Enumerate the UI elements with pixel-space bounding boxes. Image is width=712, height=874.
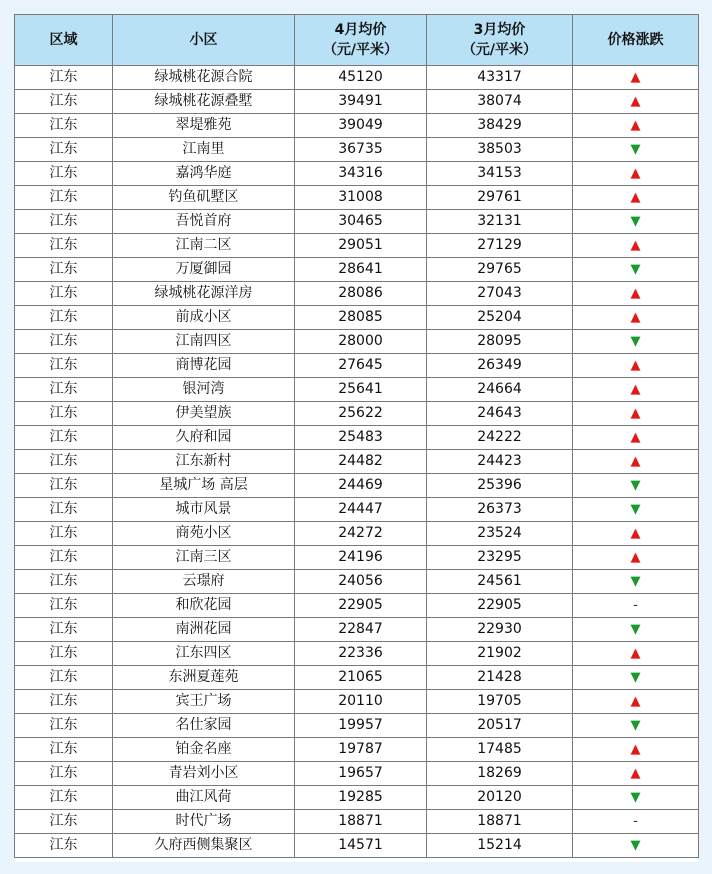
down-arrow-icon: ▼ [630, 502, 641, 517]
community-name-cell: 名仕家园 [113, 714, 295, 738]
table-row [15, 522, 699, 546]
region-cell: 江东 [15, 786, 113, 810]
april-price-cell: 24447 [295, 498, 427, 522]
header-april-price-title: 4月均价 [334, 22, 387, 38]
down-arrow-icon: ▼ [630, 478, 641, 493]
table-row [15, 354, 699, 378]
down-arrow-icon: ▼ [630, 790, 641, 805]
region-cell: 江东 [15, 138, 113, 162]
header-march-price-unit: （元/平米） [461, 42, 538, 58]
april-price-cell: 39491 [295, 90, 427, 114]
price-change-cell [573, 402, 699, 426]
region-cell: 江东 [15, 210, 113, 234]
april-price-cell: 19285 [295, 786, 427, 810]
price-change-cell [573, 354, 699, 378]
header-community: 小区 [113, 15, 295, 66]
community-name-cell: 绿城桃花源合院 [113, 66, 295, 90]
march-price-cell: 27129 [427, 234, 573, 258]
region-cell: 江东 [15, 162, 113, 186]
community-name-cell: 江南二区 [113, 234, 295, 258]
community-name-cell: 和欣花园 [113, 594, 295, 618]
up-arrow-icon: ▲ [630, 694, 641, 709]
april-price-cell: 28086 [295, 282, 427, 306]
price-change-cell [573, 690, 699, 714]
april-price-cell: 25483 [295, 426, 427, 450]
up-arrow-icon: ▲ [630, 118, 641, 133]
community-name-cell: 翠堤雅苑 [113, 114, 295, 138]
community-name-cell: 商苑小区 [113, 522, 295, 546]
price-change-cell [573, 330, 699, 354]
community-name-cell: 江南三区 [113, 546, 295, 570]
price-change-cell [573, 498, 699, 522]
region-cell: 江东 [15, 666, 113, 690]
table-row [15, 762, 699, 786]
april-price-cell: 25622 [295, 402, 427, 426]
table-row [15, 66, 699, 90]
price-change-cell [573, 666, 699, 690]
table-row [15, 258, 699, 282]
header-march-price [427, 15, 573, 66]
region-cell: 江东 [15, 258, 113, 282]
price-change-cell [573, 210, 699, 234]
down-arrow-icon: ▼ [630, 574, 641, 589]
table-row [15, 426, 699, 450]
community-name-cell: 东洲夏莲苑 [113, 666, 295, 690]
community-name-cell: 商博花园 [113, 354, 295, 378]
down-arrow-icon: ▼ [630, 142, 641, 157]
region-cell: 江东 [15, 810, 113, 834]
april-price-cell: 24196 [295, 546, 427, 570]
no-change-dash-icon: - [633, 598, 638, 613]
price-change-cell [573, 570, 699, 594]
region-cell: 江东 [15, 114, 113, 138]
region-cell: 江东 [15, 642, 113, 666]
april-price-cell: 27645 [295, 354, 427, 378]
march-price-cell: 24423 [427, 450, 573, 474]
header-april-price-unit: （元/平米） [322, 42, 399, 58]
header-price-change: 价格涨跌 [573, 15, 699, 66]
up-arrow-icon: ▲ [630, 286, 641, 301]
march-price-cell: 15214 [427, 834, 573, 858]
price-change-cell [573, 834, 699, 858]
region-cell: 江东 [15, 354, 113, 378]
march-price-cell: 27043 [427, 282, 573, 306]
down-arrow-icon: ▼ [630, 718, 641, 733]
region-cell: 江东 [15, 450, 113, 474]
header-march-price-title: 3月均价 [473, 22, 526, 38]
april-price-cell: 28641 [295, 258, 427, 282]
april-price-cell: 24482 [295, 450, 427, 474]
march-price-cell: 20120 [427, 786, 573, 810]
table-row [15, 186, 699, 210]
region-cell: 江东 [15, 498, 113, 522]
up-arrow-icon: ▲ [630, 766, 641, 781]
price-change-cell [573, 162, 699, 186]
march-price-cell: 18269 [427, 762, 573, 786]
march-price-cell: 23524 [427, 522, 573, 546]
up-arrow-icon: ▲ [630, 430, 641, 445]
table-row [15, 738, 699, 762]
april-price-cell: 22847 [295, 618, 427, 642]
price-change-cell [573, 282, 699, 306]
down-arrow-icon: ▼ [630, 262, 641, 277]
april-price-cell: 20110 [295, 690, 427, 714]
down-arrow-icon: ▼ [630, 838, 641, 853]
up-arrow-icon: ▲ [630, 406, 641, 421]
march-price-cell: 32131 [427, 210, 573, 234]
price-change-cell [573, 594, 699, 618]
region-cell: 江东 [15, 426, 113, 450]
april-price-cell: 19657 [295, 762, 427, 786]
community-name-cell: 青岩刘小区 [113, 762, 295, 786]
up-arrow-icon: ▲ [630, 742, 641, 757]
community-name-cell: 嘉鸿华庭 [113, 162, 295, 186]
table-row [15, 378, 699, 402]
up-arrow-icon: ▲ [630, 190, 641, 205]
region-cell: 江东 [15, 762, 113, 786]
price-change-cell [573, 762, 699, 786]
price-change-cell [573, 450, 699, 474]
region-cell: 江东 [15, 738, 113, 762]
community-name-cell: 江南四区 [113, 330, 295, 354]
community-name-cell: 前成小区 [113, 306, 295, 330]
community-name-cell: 铂金名座 [113, 738, 295, 762]
community-name-cell: 宾王广场 [113, 690, 295, 714]
april-price-cell: 24272 [295, 522, 427, 546]
down-arrow-icon: ▼ [630, 334, 641, 349]
table-row [15, 714, 699, 738]
april-price-cell: 21065 [295, 666, 427, 690]
table-row [15, 786, 699, 810]
march-price-cell: 24561 [427, 570, 573, 594]
table-row [15, 594, 699, 618]
up-arrow-icon: ▲ [630, 646, 641, 661]
table-row [15, 330, 699, 354]
april-price-cell: 24469 [295, 474, 427, 498]
march-price-cell: 17485 [427, 738, 573, 762]
table-row [15, 138, 699, 162]
march-price-cell: 22905 [427, 594, 573, 618]
up-arrow-icon: ▲ [630, 310, 641, 325]
table-row [15, 570, 699, 594]
community-name-cell: 钓鱼矶墅区 [113, 186, 295, 210]
community-name-cell: 曲江风荷 [113, 786, 295, 810]
march-price-cell: 28095 [427, 330, 573, 354]
region-cell: 江东 [15, 282, 113, 306]
march-price-cell: 24222 [427, 426, 573, 450]
march-price-cell: 29765 [427, 258, 573, 282]
region-cell: 江东 [15, 306, 113, 330]
table-row [15, 282, 699, 306]
march-price-cell: 26373 [427, 498, 573, 522]
table-row [15, 114, 699, 138]
region-cell: 江东 [15, 690, 113, 714]
table-row [15, 546, 699, 570]
region-cell: 江东 [15, 186, 113, 210]
price-change-cell [573, 522, 699, 546]
table-row [15, 450, 699, 474]
region-cell: 江东 [15, 474, 113, 498]
community-name-cell: 江东新村 [113, 450, 295, 474]
up-arrow-icon: ▲ [630, 70, 641, 85]
march-price-cell: 25396 [427, 474, 573, 498]
table-row [15, 210, 699, 234]
price-change-cell [573, 618, 699, 642]
region-cell: 江东 [15, 714, 113, 738]
down-arrow-icon: ▼ [630, 214, 641, 229]
up-arrow-icon: ▲ [630, 238, 641, 253]
region-cell: 江东 [15, 90, 113, 114]
april-price-cell: 25641 [295, 378, 427, 402]
price-change-cell [573, 738, 699, 762]
price-change-cell [573, 642, 699, 666]
community-name-cell: 江南里 [113, 138, 295, 162]
table-row [15, 306, 699, 330]
down-arrow-icon: ▼ [630, 670, 641, 685]
region-cell: 江东 [15, 234, 113, 258]
price-change-cell [573, 786, 699, 810]
price-change-cell [573, 378, 699, 402]
region-cell: 江东 [15, 378, 113, 402]
march-price-cell: 38074 [427, 90, 573, 114]
april-price-cell: 18871 [295, 810, 427, 834]
march-price-cell: 38503 [427, 138, 573, 162]
march-price-cell: 18871 [427, 810, 573, 834]
region-cell: 江东 [15, 546, 113, 570]
region-cell: 江东 [15, 570, 113, 594]
up-arrow-icon: ▲ [630, 550, 641, 565]
community-name-cell: 时代广场 [113, 810, 295, 834]
march-price-cell: 24643 [427, 402, 573, 426]
april-price-cell: 14571 [295, 834, 427, 858]
price-change-cell [573, 714, 699, 738]
down-arrow-icon: ▼ [630, 622, 641, 637]
community-name-cell: 万厦御园 [113, 258, 295, 282]
march-price-cell: 29761 [427, 186, 573, 210]
community-name-cell: 绿城桃花源洋房 [113, 282, 295, 306]
price-change-cell [573, 138, 699, 162]
april-price-cell: 45120 [295, 66, 427, 90]
march-price-cell: 20517 [427, 714, 573, 738]
up-arrow-icon: ▲ [630, 382, 641, 397]
no-change-dash-icon: - [633, 814, 638, 829]
up-arrow-icon: ▲ [630, 454, 641, 469]
community-name-cell: 银河湾 [113, 378, 295, 402]
region-cell: 江东 [15, 66, 113, 90]
community-name-cell: 久府和园 [113, 426, 295, 450]
community-name-cell: 星城广场 高层 [113, 474, 295, 498]
table-row [15, 162, 699, 186]
price-change-cell [573, 810, 699, 834]
region-cell: 江东 [15, 834, 113, 858]
march-price-cell: 21902 [427, 642, 573, 666]
table-row [15, 498, 699, 522]
march-price-cell: 19705 [427, 690, 573, 714]
region-cell: 江东 [15, 522, 113, 546]
price-change-cell [573, 258, 699, 282]
price-change-cell [573, 114, 699, 138]
community-name-cell: 南洲花园 [113, 618, 295, 642]
april-price-cell: 22336 [295, 642, 427, 666]
table-row [15, 834, 699, 858]
april-price-cell: 34316 [295, 162, 427, 186]
april-price-cell: 19957 [295, 714, 427, 738]
table-row [15, 666, 699, 690]
price-change-cell [573, 474, 699, 498]
community-name-cell: 江东四区 [113, 642, 295, 666]
region-cell: 江东 [15, 618, 113, 642]
up-arrow-icon: ▲ [630, 166, 641, 181]
region-cell: 江东 [15, 594, 113, 618]
community-name-cell: 伊美望族 [113, 402, 295, 426]
community-name-cell: 久府西侧集聚区 [113, 834, 295, 858]
up-arrow-icon: ▲ [630, 526, 641, 541]
table-row [15, 402, 699, 426]
april-price-cell: 31008 [295, 186, 427, 210]
march-price-cell: 26349 [427, 354, 573, 378]
header-region: 区域 [15, 15, 113, 66]
price-change-cell [573, 234, 699, 258]
table-row [15, 618, 699, 642]
table-row [15, 234, 699, 258]
table-header [15, 15, 699, 66]
table-row [15, 642, 699, 666]
table-body [15, 66, 699, 858]
community-name-cell: 云璟府 [113, 570, 295, 594]
march-price-cell: 22930 [427, 618, 573, 642]
april-price-cell: 29051 [295, 234, 427, 258]
march-price-cell: 38429 [427, 114, 573, 138]
up-arrow-icon: ▲ [630, 358, 641, 373]
header-row [15, 15, 699, 66]
up-arrow-icon: ▲ [630, 94, 641, 109]
price-table-container [14, 14, 698, 862]
table-row [15, 690, 699, 714]
price-change-cell [573, 186, 699, 210]
march-price-cell: 34153 [427, 162, 573, 186]
price-change-cell [573, 66, 699, 90]
march-price-cell: 23295 [427, 546, 573, 570]
table-row [15, 474, 699, 498]
community-name-cell: 绿城桃花源叠墅 [113, 90, 295, 114]
april-price-cell: 30465 [295, 210, 427, 234]
price-table [14, 14, 699, 858]
april-price-cell: 28085 [295, 306, 427, 330]
april-price-cell: 39049 [295, 114, 427, 138]
region-cell: 江东 [15, 402, 113, 426]
march-price-cell: 25204 [427, 306, 573, 330]
table-row [15, 810, 699, 834]
april-price-cell: 28000 [295, 330, 427, 354]
price-change-cell [573, 546, 699, 570]
price-change-cell [573, 306, 699, 330]
price-change-cell [573, 90, 699, 114]
table-row [15, 90, 699, 114]
april-price-cell: 22905 [295, 594, 427, 618]
march-price-cell: 21428 [427, 666, 573, 690]
price-change-cell [573, 426, 699, 450]
april-price-cell: 36735 [295, 138, 427, 162]
april-price-cell: 19787 [295, 738, 427, 762]
community-name-cell: 吾悦首府 [113, 210, 295, 234]
april-price-cell: 24056 [295, 570, 427, 594]
march-price-cell: 43317 [427, 66, 573, 90]
region-cell: 江东 [15, 330, 113, 354]
community-name-cell: 城市风景 [113, 498, 295, 522]
march-price-cell: 24664 [427, 378, 573, 402]
header-april-price [295, 15, 427, 66]
